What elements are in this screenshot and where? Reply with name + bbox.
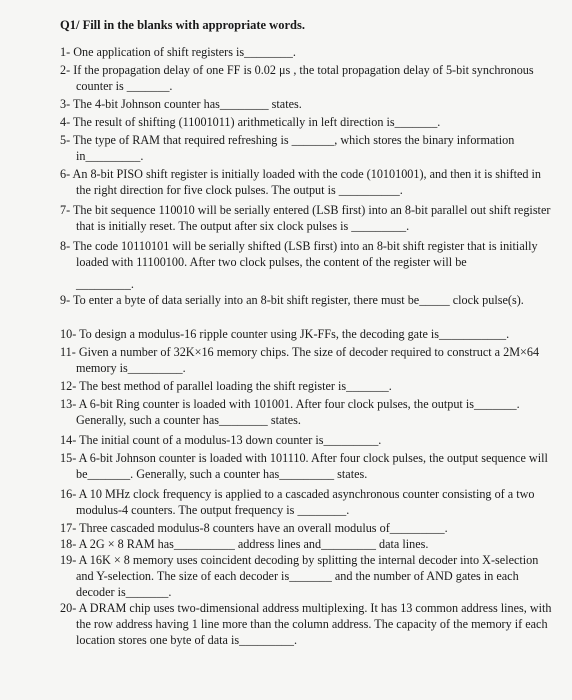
question-1: 1- One application of shift registers is________. — [60, 45, 296, 59]
question-6: 6- An 8-bit PISO shift register is initially loaded with the code (10101001), and then it is shifted in the right direction for five clock pulses. The output is __________. — [60, 167, 542, 198]
question-8 — [60, 238, 557, 293]
question-3: 3- The 4-bit Johnson counter has________ states. — [60, 97, 302, 111]
question-2: 2- If the propagation delay of one FF is 0.02 μs , the total propagation delay of 5-bit synchronous counter is _______. — [60, 63, 534, 94]
worksheet-title: Q1/ Fill in the blanks with appropriate words. — [60, 18, 305, 32]
question-20: 20- A DRAM chip uses two-dimensional address multiplexing. It has 13 common address lines, with the row address having 1 line more than the column address. The capacity of the memory if each location stores one byte of data is_________. — [60, 601, 552, 648]
question-7: 7- The bit sequence 110010 will be serially entered (LSB first) into an 8-bit parallel out shift register that is initially reset. The output after six clock pulses is _________. — [60, 203, 551, 234]
question-11: 11- Given a number of 32K×16 memory chips. The size of decoder required to construct a 2M×64 memory is_________. — [60, 345, 540, 376]
question-14: 14- The initial count of a modulus-13 down counter is_________. — [60, 433, 382, 447]
question-4: 4- The result of shifting (11001011) arithmetically in left direction is_______. — [60, 115, 441, 129]
question-9: 9- To enter a byte of data serially into an 8-bit shift register, there must be_____ clock pulse(s). — [60, 293, 524, 307]
question-18: 18- A 2G × 8 RAM has__________ address lines and_________ data lines. — [60, 537, 429, 551]
question-5: 5- The type of RAM that required refreshing is _______, which stores the binary information in_________. — [60, 133, 515, 164]
question-8-text: 8- The code 10110101 will be serially shifted (LSB first) into an 8-bit shift register that is initially loaded with 11100100. After two clock pulses, the content of the register will be — [60, 239, 538, 270]
question-12: 12- The best method of parallel loading the shift register is_______. — [60, 379, 392, 393]
question-15: 15- A 6-bit Johnson counter is loaded with 101110. After four clock pulses, the output sequence will be_______. Generally, such a counter has_________ states. — [60, 451, 548, 482]
question-8-blank: _________. — [76, 277, 134, 292]
question-10: 10- To design a modulus-16 ripple counter using JK-FFs, the decoding gate is___________. — [60, 327, 510, 341]
question-16: 16- A 10 MHz clock frequency is applied to a cascaded asynchronous counter consisting of a two modulus-4 counters. The output frequency is ________. — [60, 487, 535, 518]
question-17: 17- Three cascaded modulus-8 counters have an overall modulus of_________. — [60, 521, 448, 535]
question-19: 19- A 16K × 8 memory uses coincident decoding by splitting the internal decoder into X-selection and Y-selection. The size of each decoder is_______ and the number of AND gates in each decoder is_______. — [60, 553, 539, 600]
question-13: 13- A 6-bit Ring counter is loaded with 101001. After four clock pulses, the output is_______. Generally, such a counter has________ states. — [60, 397, 520, 428]
